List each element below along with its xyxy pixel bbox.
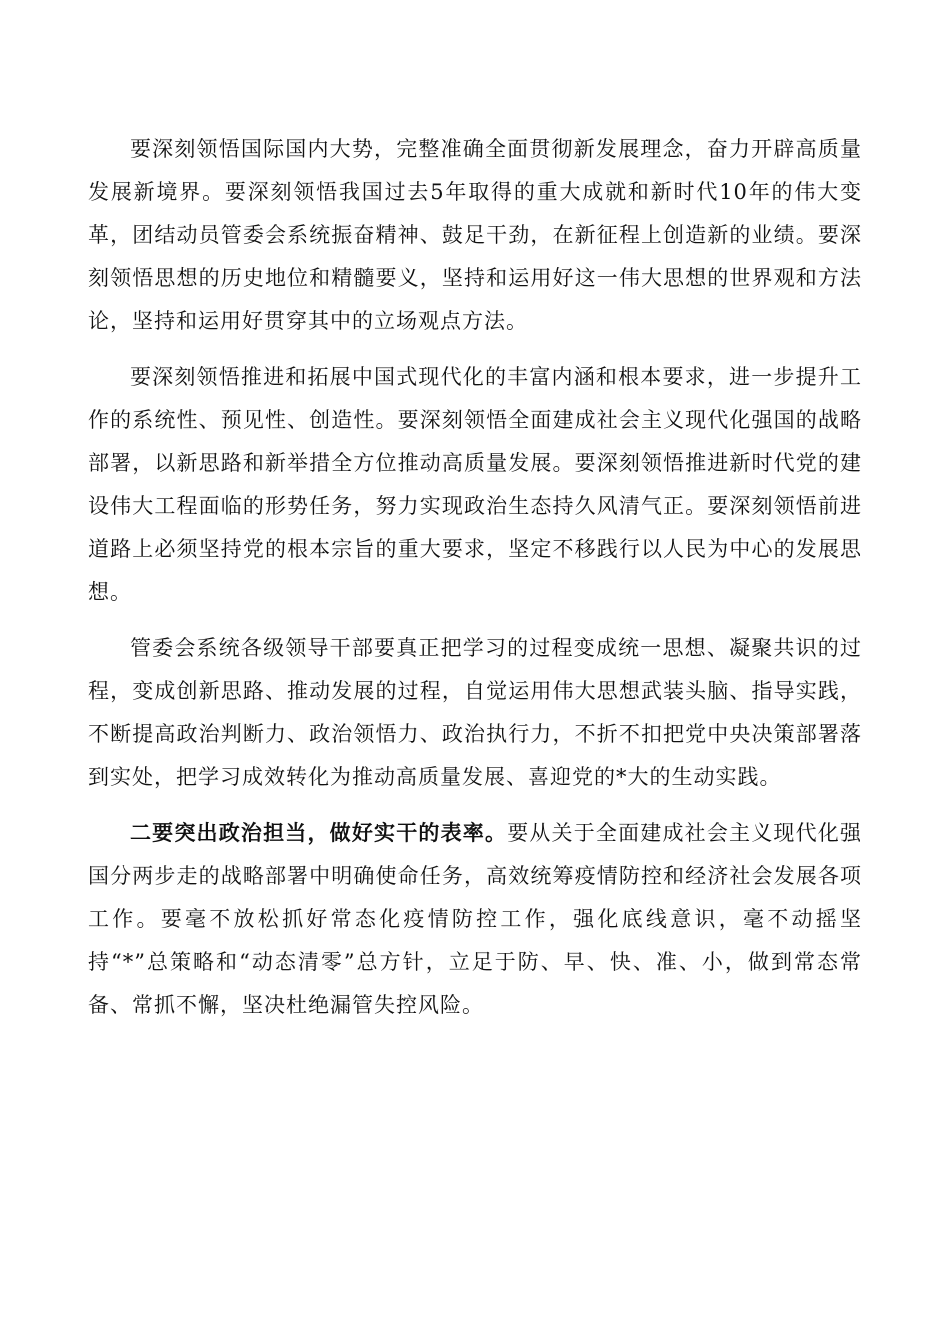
paragraph-1 — [88, 128, 862, 343]
paragraph-text: 要深刻领悟国际国内大势，完整准确全面贯彻新发展理念，奋力开辟高质量发展新境界。要深刻领悟我国过去5年取得的重大成就和新时代10年的伟大变革，团结动员管委会系统振奋精神、鼓足干劲，在新征程上创造新的业绩。要深刻领悟思想的历史地位和精髓要义，坚持和运用好这一伟大思想的世界观和方法论，坚持和运用好贯穿其中的立场观点方法。 — [88, 137, 862, 333]
paragraph-text: 要从关于全面建成社会主义现代化强国分两步走的战略部署中明确使命任务，高效统筹疫情防控和经济社会发展各项工作。要毫不放松抓好常态化疫情防控工作，强化底线意识，毫不动摇坚持“*”总策略和“动态清零”总方针，立足于防、早、快、准、小，做到常态常备、常抓不懈，坚决杜绝漏管失控风险。 — [88, 821, 862, 1017]
paragraph-4 — [88, 812, 862, 1027]
paragraph-lead-heading: 二要突出政治担当，做好实干的表率。 — [130, 821, 508, 845]
document-page — [88, 128, 862, 1040]
paragraph-text: 要深刻领悟推进和拓展中国式现代化的丰富内涵和根本要求，进一步提升工作的系统性、预见性、创造性。要深刻领悟全面建成社会主义现代化强国的战略部署，以新思路和新举措全方位推动高质量发展。要深刻领悟推进新时代党的建设伟大工程面临的形势任务，努力实现政治生态持久风清气正。要深刻领悟前进道路上必须坚持党的根本宗旨的重大要求，坚定不移践行以人民为中心的发展思想。 — [88, 365, 862, 604]
paragraph-text: 管委会系统各级领导干部要真正把学习的过程变成统一思想、凝聚共识的过程，变成创新思路、推动发展的过程，自觉运用伟大思想武装头脑、指导实践，不断提高政治判断力、政治领悟力、政治执行力，不折不扣把党中央决策部署落到实处，把学习成效转化为推动高质量发展、喜迎党的*大的生动实践。 — [88, 636, 862, 789]
paragraph-2 — [88, 356, 862, 614]
paragraph-3 — [88, 627, 862, 799]
